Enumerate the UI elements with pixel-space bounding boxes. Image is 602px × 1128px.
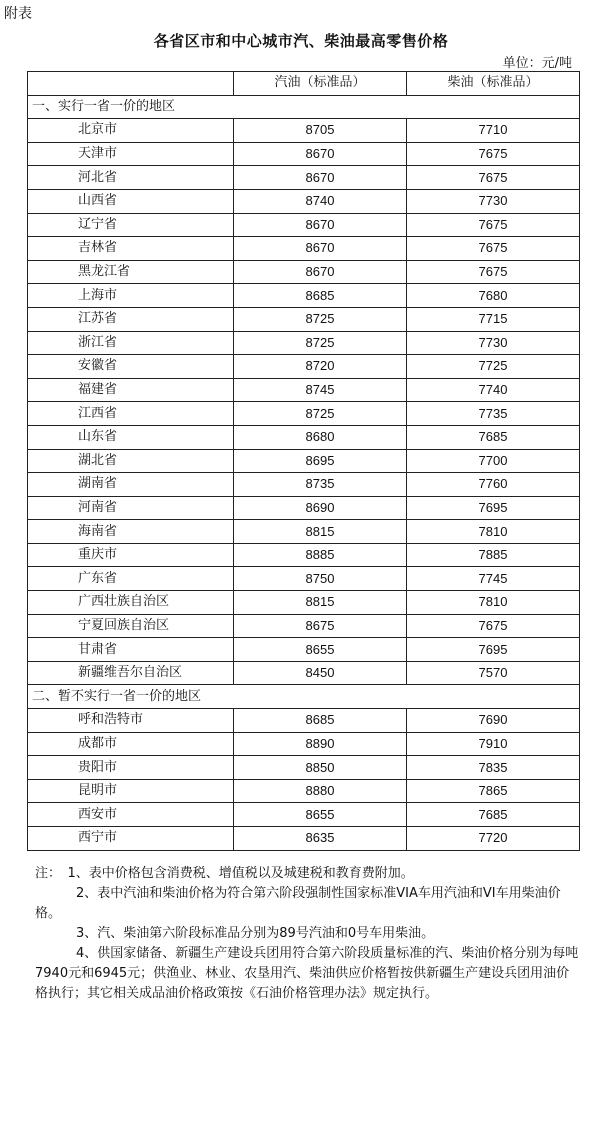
gasoline-price-cell: 8655 — [234, 803, 407, 827]
gasoline-price-cell: 8725 — [234, 331, 407, 355]
table-row — [28, 425, 580, 449]
gasoline-price-cell: 8750 — [234, 567, 407, 591]
diesel-price-cell: 7740 — [407, 378, 580, 402]
table-row — [28, 661, 580, 685]
table-header-row — [28, 72, 580, 96]
table-row — [28, 378, 580, 402]
region-cell: 西安市 — [28, 803, 234, 827]
gasoline-price-cell: 8680 — [234, 425, 407, 449]
diesel-price-cell: 7675 — [407, 213, 580, 237]
table-row — [28, 307, 580, 331]
gasoline-price-cell: 8670 — [234, 166, 407, 190]
region-cell: 浙江省 — [28, 331, 234, 355]
notes — [35, 864, 581, 1004]
diesel-price-cell: 7725 — [407, 355, 580, 379]
diesel-price-cell: 7810 — [407, 591, 580, 615]
diesel-price-cell: 7715 — [407, 307, 580, 331]
region-cell: 福建省 — [28, 378, 234, 402]
table-row — [28, 567, 580, 591]
gasoline-price-cell: 8720 — [234, 355, 407, 379]
note-3: 3、汽、柴油第六阶段标准品分别为89号汽油和0号车用柴油。 — [76, 926, 435, 941]
gasoline-price-cell: 8740 — [234, 189, 407, 213]
gasoline-price-cell: 8725 — [234, 402, 407, 426]
diesel-price-cell: 7710 — [407, 119, 580, 143]
gasoline-price-cell: 8725 — [234, 307, 407, 331]
price-table — [27, 71, 580, 851]
region-cell: 呼和浩特市 — [28, 709, 234, 733]
diesel-price-cell: 7675 — [407, 166, 580, 190]
table-row — [28, 638, 580, 662]
region-cell: 河南省 — [28, 496, 234, 520]
diesel-price-cell: 7685 — [407, 803, 580, 827]
table-row — [28, 709, 580, 733]
diesel-price-cell: 7675 — [407, 142, 580, 166]
gasoline-price-cell: 8670 — [234, 260, 407, 284]
region-cell: 贵阳市 — [28, 756, 234, 780]
column-header-gasoline: 汽油（标准品） — [234, 72, 407, 96]
diesel-price-cell: 7675 — [407, 614, 580, 638]
region-cell: 河北省 — [28, 166, 234, 190]
table-row — [28, 166, 580, 190]
diesel-price-cell: 7680 — [407, 284, 580, 308]
gasoline-price-cell: 8670 — [234, 142, 407, 166]
gasoline-price-cell: 8890 — [234, 732, 407, 756]
region-cell: 新疆维吾尔自治区 — [28, 661, 234, 685]
gasoline-price-cell: 8815 — [234, 591, 407, 615]
gasoline-price-cell: 8695 — [234, 449, 407, 473]
table-row — [28, 732, 580, 756]
diesel-price-cell: 7695 — [407, 496, 580, 520]
gasoline-price-cell: 8685 — [234, 284, 407, 308]
table-row — [28, 119, 580, 143]
table-row — [28, 142, 580, 166]
note-2: 2、表中汽油和柴油价格为符合第六阶段强制性国家标准VIA车用汽油和VI车用柴油价格。 — [35, 886, 561, 921]
region-cell: 吉林省 — [28, 237, 234, 261]
region-cell: 安徽省 — [28, 355, 234, 379]
table-row — [28, 779, 580, 803]
region-cell: 甘肃省 — [28, 638, 234, 662]
region-cell: 广东省 — [28, 567, 234, 591]
table-row — [28, 827, 580, 851]
diesel-price-cell: 7910 — [407, 732, 580, 756]
table-row — [28, 473, 580, 497]
section-row — [28, 685, 580, 709]
table-row — [28, 331, 580, 355]
gasoline-price-cell: 8815 — [234, 520, 407, 544]
table-row — [28, 237, 580, 261]
diesel-price-cell: 7885 — [407, 543, 580, 567]
region-cell: 宁夏回族自治区 — [28, 614, 234, 638]
region-cell: 天津市 — [28, 142, 234, 166]
diesel-price-cell: 7700 — [407, 449, 580, 473]
gasoline-price-cell: 8705 — [234, 119, 407, 143]
gasoline-price-cell: 8885 — [234, 543, 407, 567]
note-4: 4、供国家储备、新疆生产建设兵团用符合第六阶段质量标准的汽、柴油价格分别为每吨7940元和6945元；供渔业、林业、农垦用汽、柴油供应价格暂按供新疆生产建设兵团用油价格执行；其它相关成品油价格政策按《石油价格管理办法》规定执行。 — [35, 946, 579, 1001]
gasoline-price-cell: 8880 — [234, 779, 407, 803]
diesel-price-cell: 7685 — [407, 425, 580, 449]
region-cell: 江西省 — [28, 402, 234, 426]
gasoline-price-cell: 8655 — [234, 638, 407, 662]
region-cell: 海南省 — [28, 520, 234, 544]
table-row — [28, 260, 580, 284]
diesel-price-cell: 7810 — [407, 520, 580, 544]
table-row — [28, 591, 580, 615]
gasoline-price-cell: 8745 — [234, 378, 407, 402]
column-header-diesel: 柴油（标准品） — [407, 72, 580, 96]
diesel-price-cell: 7735 — [407, 402, 580, 426]
table-row — [28, 803, 580, 827]
region-cell: 山西省 — [28, 189, 234, 213]
region-cell: 山东省 — [28, 425, 234, 449]
section-row — [28, 95, 580, 119]
diesel-price-cell: 7695 — [407, 638, 580, 662]
diesel-price-cell: 7865 — [407, 779, 580, 803]
table-row — [28, 402, 580, 426]
gasoline-price-cell: 8690 — [234, 496, 407, 520]
diesel-price-cell: 7720 — [407, 827, 580, 851]
section-label: 一、实行一省一价的地区 — [28, 95, 580, 119]
gasoline-price-cell: 8450 — [234, 661, 407, 685]
gasoline-price-cell: 8850 — [234, 756, 407, 780]
diesel-price-cell: 7690 — [407, 709, 580, 733]
diesel-price-cell: 7730 — [407, 331, 580, 355]
note-1: 注： 1、表中价格包含消费税、增值税以及城建税和教育费附加。 — [35, 866, 414, 881]
price-table-body — [28, 72, 580, 851]
table-row — [28, 449, 580, 473]
region-cell: 辽宁省 — [28, 213, 234, 237]
region-cell: 北京市 — [28, 119, 234, 143]
region-cell: 西宁市 — [28, 827, 234, 851]
gasoline-price-cell: 8670 — [234, 237, 407, 261]
gasoline-price-cell: 8635 — [234, 827, 407, 851]
table-row — [28, 355, 580, 379]
diesel-price-cell: 7835 — [407, 756, 580, 780]
region-cell: 江苏省 — [28, 307, 234, 331]
diesel-price-cell: 7570 — [407, 661, 580, 685]
region-cell: 湖南省 — [28, 473, 234, 497]
gasoline-price-cell: 8675 — [234, 614, 407, 638]
diesel-price-cell: 7745 — [407, 567, 580, 591]
gasoline-price-cell: 8670 — [234, 213, 407, 237]
page-title: 各省区市和中心城市汽、柴油最高零售价格 — [153, 32, 449, 50]
region-cell: 湖北省 — [28, 449, 234, 473]
gasoline-price-cell: 8685 — [234, 709, 407, 733]
diesel-price-cell: 7675 — [407, 237, 580, 261]
unit-label: 单位：元/吨 — [502, 56, 572, 71]
table-row — [28, 189, 580, 213]
table-row — [28, 756, 580, 780]
table-row — [28, 543, 580, 567]
table-row — [28, 213, 580, 237]
region-cell: 广西壮族自治区 — [28, 591, 234, 615]
diesel-price-cell: 7730 — [407, 189, 580, 213]
region-cell: 上海市 — [28, 284, 234, 308]
region-cell: 成都市 — [28, 732, 234, 756]
table-row — [28, 496, 580, 520]
diesel-price-cell: 7675 — [407, 260, 580, 284]
table-row — [28, 520, 580, 544]
region-cell: 重庆市 — [28, 543, 234, 567]
table-row — [28, 614, 580, 638]
region-cell: 黑龙江省 — [28, 260, 234, 284]
section-label: 二、暂不实行一省一价的地区 — [28, 685, 580, 709]
appendix-label: 附表 — [4, 6, 32, 22]
table-row — [28, 284, 580, 308]
gasoline-price-cell: 8735 — [234, 473, 407, 497]
region-cell: 昆明市 — [28, 779, 234, 803]
column-header-region — [28, 72, 234, 96]
diesel-price-cell: 7760 — [407, 473, 580, 497]
